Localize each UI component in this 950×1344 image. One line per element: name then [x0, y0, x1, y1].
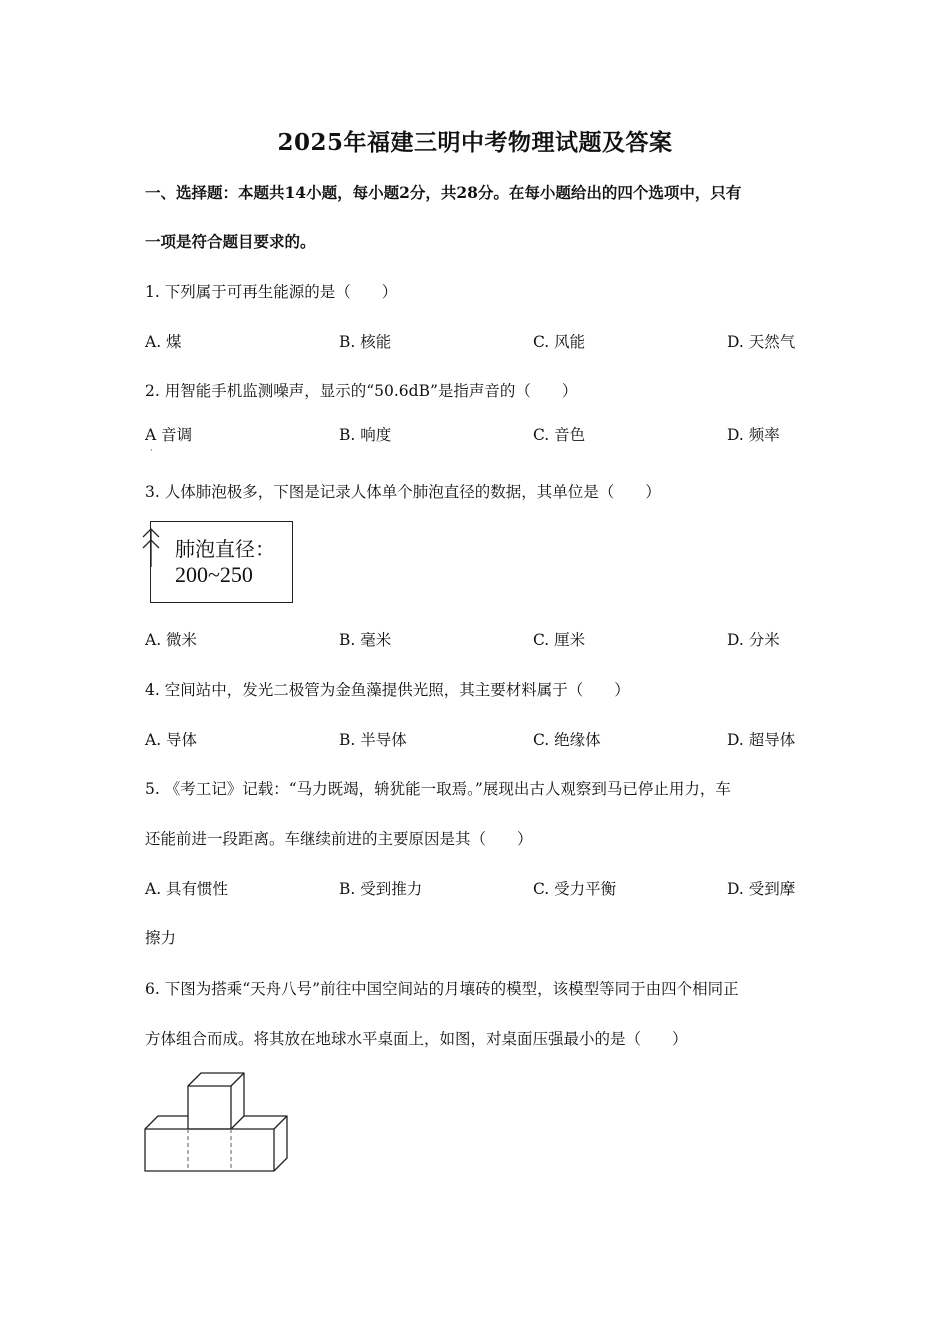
arrow-marks-icon	[140, 528, 162, 568]
q6-stem-line1: 6. 下图为搭乘“天舟八号”前往中国空间站的月壤砖的模型，该模型等同于由四个相同正	[145, 980, 739, 998]
stray-dot: ·	[150, 446, 153, 455]
q5-stem-line2: 还能前进一段距离。车继续前进的主要原因是其（ ）	[145, 830, 533, 848]
page-title: 2025年福建三明中考物理试题及答案	[277, 129, 673, 156]
q2-stem: 2. 用智能手机监测噪声，显示的“50.6dB”是指声音的（ ）	[145, 382, 578, 400]
q5-option-b: B. 受到推力	[339, 880, 423, 898]
q5-option-a: A. 具有惯性	[145, 880, 229, 898]
figure-value: 200~250	[175, 562, 253, 587]
q1-option-a: A. 煤	[145, 333, 182, 351]
q4-stem: 4. 空间站中，发光二极管为金鱼藻提供光照，其主要材料属于（ ）	[145, 681, 630, 699]
q3-stem: 3. 人体肺泡极多，下图是记录人体单个肺泡直径的数据，其单位是（ ）	[145, 483, 661, 501]
q5-option-d-wrap: 擦力	[145, 929, 177, 947]
section-heading-line2: 一项是符合题目要求的。	[145, 232, 316, 251]
q4-option-d: D. 超导体	[727, 731, 796, 749]
q1-option-d: D. 天然气	[727, 333, 796, 351]
q1-option-c: C. 风能	[533, 333, 586, 351]
q4-option-b: B. 半导体	[339, 731, 407, 749]
q3-option-b: B. 毫米	[339, 631, 392, 649]
q3-option-a: A. 微米	[145, 631, 198, 649]
q5-stem-line1: 5. 《考工记》记载：“马力既竭，辀犹能一取焉。”展现出古人观察到马已停止用力，车	[145, 780, 731, 798]
section-heading-line1: 一、选择题：本题共14小题，每小题2分，共28分。在每小题给出的四个选项中，只有	[145, 183, 742, 202]
q5-option-c: C. 受力平衡	[533, 880, 617, 898]
lunar-brick-model-figure	[140, 1070, 300, 1178]
q1-option-b: B. 核能	[339, 333, 392, 351]
q2-option-d: D. 频率	[727, 426, 780, 444]
q2-option-a: A 音调	[145, 426, 193, 444]
q3-option-c: C. 厘米	[533, 631, 586, 649]
figure-label: 肺泡直径：	[175, 537, 275, 561]
q6-stem-line2: 方体组合而成。将其放在地球水平桌面上，如图，对桌面压强最小的是（ ）	[145, 1030, 688, 1048]
q2-option-c: C. 音色	[533, 426, 586, 444]
q4-option-a: A. 导体	[145, 731, 198, 749]
q4-option-c: C. 绝缘体	[533, 731, 601, 749]
q1-stem: 1. 下列属于可再生能源的是（ ）	[145, 283, 398, 301]
q5-option-d: D. 受到摩	[727, 880, 796, 898]
q3-option-d: D. 分米	[727, 631, 780, 649]
q2-option-b: B. 响度	[339, 426, 392, 444]
